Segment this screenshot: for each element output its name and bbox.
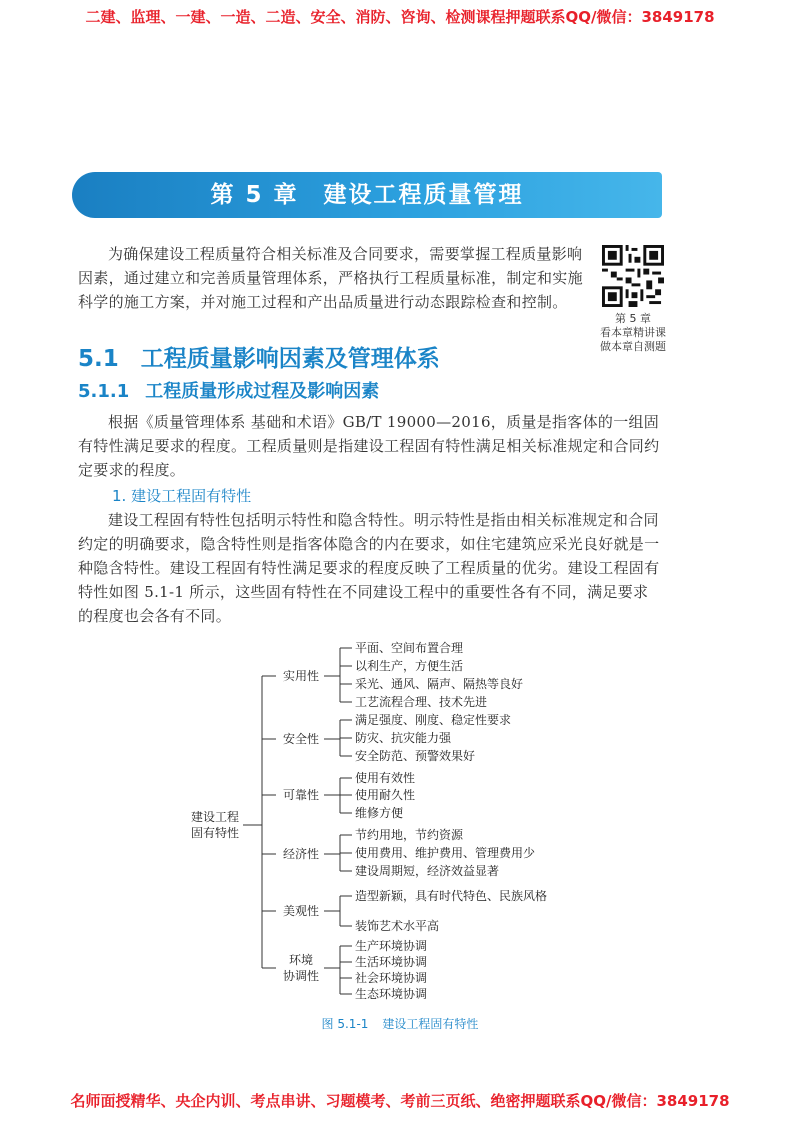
tree-leaf: 生产环境协调 xyxy=(355,939,428,953)
chapter-title: 第 5 章 建设工程质量管理 xyxy=(210,182,524,208)
qr-caption xyxy=(590,312,676,354)
tree-leaf: 防灾、抗灾能力强 xyxy=(355,731,452,745)
tree-leaf: 使用有效性 xyxy=(355,771,416,785)
tree-category-safety: 安全性 xyxy=(282,732,319,746)
tree-category-practicality: 实用性 xyxy=(282,669,319,683)
qr-caption-line: 看本章精讲课 xyxy=(600,326,666,339)
subsection-number: 5.1.1 xyxy=(78,381,130,402)
tree-leaf: 建设周期短，经济效益显著 xyxy=(355,864,500,878)
top-banner: 二建、监理、一建、一造、二造、安全、消防、咨询、检测课程押题联系QQ/微信：3849178 xyxy=(85,8,715,26)
bottom-banner: 名师面授精华、央企内训、考点串讲、习题模考、考前三页纸、绝密押题联系QQ/微信：3849178 xyxy=(70,1092,730,1110)
characteristics-tree-diagram xyxy=(150,632,630,1002)
tree-leaf: 工艺流程合理、技术先进 xyxy=(355,695,488,709)
tree-leaf: 装饰艺术水平高 xyxy=(355,919,440,933)
tree-leaf: 生活环境协调 xyxy=(355,955,428,969)
tree-leaf: 造型新颖，具有时代特色、民族风格 xyxy=(355,889,548,903)
tree-leaf: 以利生产，方便生活 xyxy=(355,659,464,673)
tree-leaf: 安全防范、预警效果好 xyxy=(355,749,476,763)
intro-paragraph: 为确保建设工程质量符合相关标准及合同要求，需要掌握工程质量影响因素，通过建立和完善质量管理体系，严格执行工程质量标准，制定和实施科学的施工方案，并对施工过程和产出品质量进行动态跟踪检查和控制。 xyxy=(78,245,583,311)
section-heading xyxy=(78,340,440,373)
qr-code-icon[interactable] xyxy=(602,245,664,307)
tree-leaf: 使用费用、维护费用、管理费用少 xyxy=(355,846,536,860)
tree-category-line: 协调性 xyxy=(282,969,319,983)
body-paragraph: 根据《质量管理体系 基础和术语》GB/T 19000—2016，质量是指客体的一组固有特性满足要求的程度。工程质量则是指建设工程固有特性满足相关标准规定和合同约定要求的程度。 xyxy=(78,413,660,479)
tree-root xyxy=(186,809,244,841)
tree-root-line: 固有特性 xyxy=(190,826,239,840)
tree-category-economy: 经济性 xyxy=(282,847,319,861)
subsection-title: 工程质量形成过程及影响因素 xyxy=(145,381,380,402)
tree-leaf: 使用耐久性 xyxy=(355,788,416,802)
qr-caption-line: 第 5 章 xyxy=(615,312,651,325)
tree-leaf: 生态环境协调 xyxy=(355,987,428,1001)
tree-root-line: 建设工程 xyxy=(190,810,239,824)
tree-category-environment xyxy=(278,952,324,984)
qr-caption-line: 做本章自测题 xyxy=(600,340,666,353)
tree-category-reliability: 可靠性 xyxy=(282,788,319,802)
section-title: 工程质量影响因素及管理体系 xyxy=(140,346,440,372)
tree-category-line: 环境 xyxy=(288,953,313,967)
body-paragraph: 建设工程固有特性包括明示特性和隐含特性。明示特性是指由相关标准规定和合同约定的明确要求，隐含特性则是指客体隐含的内在要求，如住宅建筑应采光良好就是一种隐含特性。建设工程固有特性满足要求的程度反映了工程质量的优劣。建设工程固有特性如图 5.1-1 所示，这些固有特性在不同建设工程中的重要性各有不同，满足要求的程度也会各有不同。 xyxy=(78,511,660,625)
tree-leaf: 平面、空间布置合理 xyxy=(355,641,464,655)
figure-title: 建设工程固有特性 xyxy=(382,1017,479,1031)
tree-leaf: 节约用地，节约资源 xyxy=(355,828,464,842)
tree-leaf: 满足强度、刚度、稳定性要求 xyxy=(355,713,512,727)
list-heading: 1. 建设工程固有特性 xyxy=(112,487,252,505)
chapter-header-bar xyxy=(72,172,662,218)
tree-leaf: 维修方便 xyxy=(355,806,404,820)
figure-number: 图 5.1-1 xyxy=(321,1017,369,1031)
tree-leaf: 采光、通风、隔声、隔热等良好 xyxy=(355,677,524,691)
tree-leaf: 社会环境协调 xyxy=(355,971,428,985)
section-number: 5.1 xyxy=(78,346,119,372)
figure-caption xyxy=(0,1015,800,1032)
tree-category-aesthetics: 美观性 xyxy=(282,904,319,918)
subsection-heading xyxy=(78,377,379,403)
